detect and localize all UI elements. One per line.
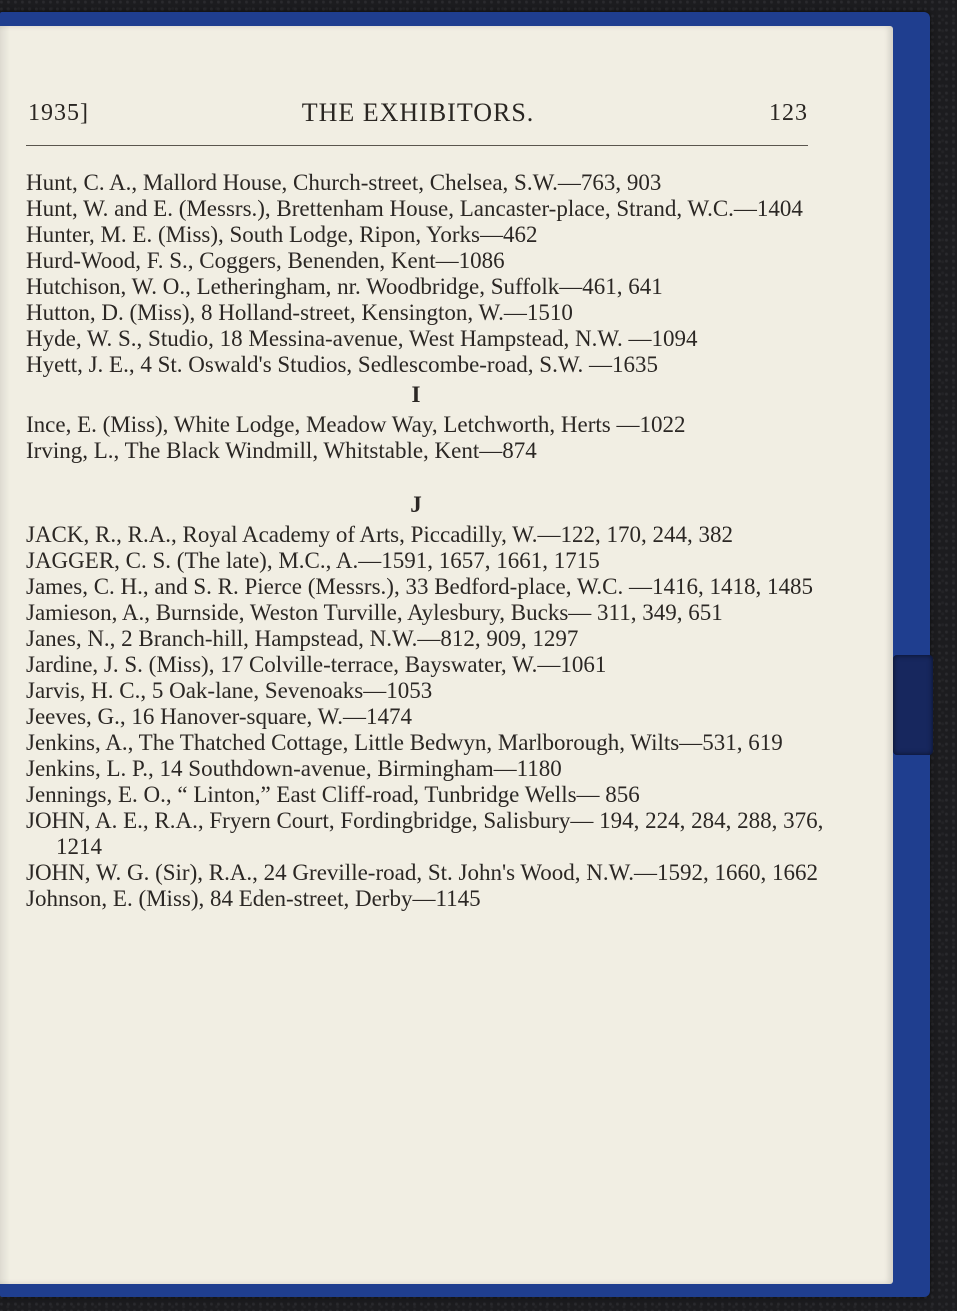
- list-item: Jardine, J. S. (Miss), 17 Colville-terrace, Bayswater, W.—1061: [26, 652, 607, 677]
- list-item: Janes, N., 2 Branch-hill, Hampstead, N.W.—812, 909, 1297: [26, 626, 579, 651]
- list-item: Irving, L., The Black Windmill, Whitstable, Kent—874: [26, 438, 537, 463]
- page-header: [28, 94, 808, 134]
- list-item: Hurd-Wood, F. S., Coggers, Benenden, Kent—1086: [26, 248, 505, 273]
- list-item: Hunter, M. E. (Miss), South Lodge, Ripon, Yorks—462: [26, 222, 538, 247]
- list-item: Hyett, J. E., 4 St. Oswald's Studios, Sedlescombe-road, S.W. —1635: [26, 352, 658, 377]
- section-h: [26, 170, 826, 378]
- section-j: [26, 522, 826, 912]
- list-item: Jenkins, A., The Thatched Cottage, Little Bedwyn, Marlborough, Wilts—531, 619: [26, 730, 783, 755]
- header-year: 1935]: [28, 100, 89, 126]
- page-number: 123: [769, 100, 808, 126]
- page-title: THE EXHIBITORS.: [301, 98, 535, 127]
- bookmark-ribbon: [893, 655, 933, 755]
- list-item: Jeeves, G., 16 Hanover-square, W.—1474: [26, 704, 412, 729]
- section-i: [26, 412, 826, 464]
- list-item: Jamieson, A., Burnside, Weston Turville, Aylesbury, Bucks— 311, 349, 651: [26, 600, 723, 625]
- list-item: Hyde, W. S., Studio, 18 Messina-avenue, West Hampstead, N.W. —1094: [26, 326, 698, 351]
- list-item: Hutchison, W. O., Letheringham, nr. Woodbridge, Suffolk—461, 641: [26, 274, 663, 299]
- page-gutter-shadow: [0, 26, 10, 1284]
- list-item: JOHN, W. G. (Sir), R.A., 24 Greville-road, St. John's Wood, N.W.—1592, 1660, 1662: [26, 860, 818, 885]
- list-item: Jennings, E. O., “ Linton,” East Cliff-road, Tunbridge Wells— 856: [26, 782, 640, 807]
- list-item: James, C. H., and S. R. Pierce (Messrs.), 33 Bedford-place, W.C. —1416, 1418, 1485: [26, 574, 814, 599]
- list-item: JACK, R., R.A., Royal Academy of Arts, Piccadilly, W.—122, 170, 244, 382: [26, 522, 734, 547]
- list-item: Jenkins, L. P., 14 Southdown-avenue, Birmingham—1180: [26, 756, 562, 781]
- list-item: JAGGER, C. S. (The late), M.C., A.—1591, 1657, 1661, 1715: [26, 548, 600, 573]
- exhibitor-list: [26, 170, 826, 912]
- section-letter-j: J: [410, 492, 422, 517]
- section-letter-i: I: [411, 382, 421, 407]
- list-item: Johnson, E. (Miss), 84 Eden-street, Derby—1145: [26, 886, 481, 911]
- list-item: Hutton, D. (Miss), 8 Holland-street, Kensington, W.—1510: [26, 300, 573, 325]
- list-item: Hunt, W. and E. (Messrs.), Brettenham House, Lancaster-place, Strand, W.C.—1404: [26, 196, 803, 221]
- list-item: Jarvis, H. C., 5 Oak-lane, Sevenoaks—1053: [26, 678, 433, 703]
- list-item: JOHN, A. E., R.A., Fryern Court, Fordingbridge, Salisbury— 194, 224, 284, 288, 376, 1214: [26, 808, 824, 859]
- header-rule: [26, 145, 808, 146]
- list-item: Ince, E. (Miss), White Lodge, Meadow Way, Letchworth, Herts —1022: [26, 412, 686, 437]
- list-item: Hunt, C. A., Mallord House, Church-street, Chelsea, S.W.—763, 903: [26, 170, 662, 195]
- section-spacer: [26, 464, 826, 488]
